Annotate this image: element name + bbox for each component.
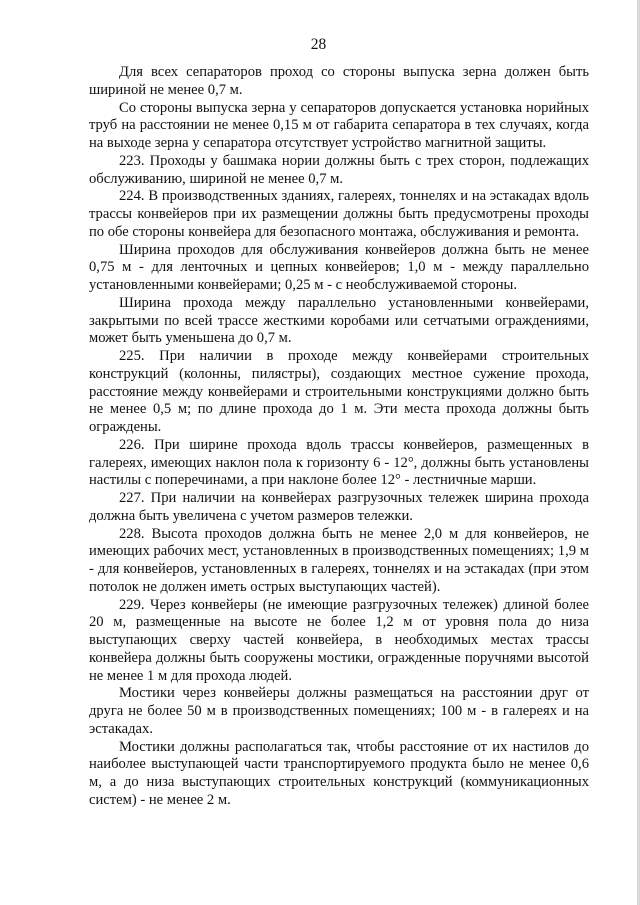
paragraph-clause-229: 229. Через конвейеры (не имеющие разгрузочных тележек) длиной более 20 м, размещенные на высоте не более 1,2 м от уровня пола до низа выступающих сверху частей конвейера, в необходимых местах трассы конвейера должны быть сооружены мостики, огражденные поручнями высотой не менее 1 м для прохода людей. (89, 596, 589, 684)
paragraph: Для всех сепараторов проход со стороны выпуска зерна должен быть шириной не менее 0,7 м. (89, 64, 589, 98)
paragraph-clause-224: 224. В производственных зданиях, галереях, тоннелях и на эстакадах вдоль трассы конвейеров при их размещении должны быть предусмотрены проходы по обе стороны конвейера для безопасного монтажа, обслуживания и ремонта. (89, 188, 589, 240)
paragraph-clause-226: 226. При ширине прохода вдоль трассы конвейеров, размещенных в галереях, имеющих наклон пола к горизонту 6 - 12°, должны быть установлены настилы с поперечинами, а при наклоне более 12° - лестничные марши. (89, 436, 589, 489)
paragraph: Мостики должны располагаться так, чтобы расстояние от их настилов до наиболее выступающей части транспортируемого продукта было не менее 0,6 м, а до низа выступающих строительных конструкций (коммуникационных систем) - не менее 2 м. (89, 738, 589, 808)
document-body (89, 64, 589, 810)
paragraph-clause-227: 227. При наличии на конвейерах разгрузочных тележек ширина прохода должна быть увеличена с учетом размеров тележки. (89, 490, 589, 524)
paragraph-clause-225: 225. При наличии в проходе между конвейерами строительных конструкций (колонны, пилястры), создающих местное сужение прохода, расстояние между конвейерами и строительными конструкциями должно быть не менее 0,5 м; по длине прохода до 1 м. Эти места прохода должны быть ограждены. (89, 348, 589, 435)
paragraph: Ширина прохода между параллельно установленными конвейерами, закрытыми по всей трассе жесткими коробами или сетчатыми ограждениями, может быть уменьшена до 0,7 м. (89, 294, 589, 347)
page-number: 28 (310, 36, 327, 53)
paragraph: Ширина проходов для обслуживания конвейеров должна быть не менее 0,75 м - для ленточных и цепных конвейеров; 1,0 м - между параллельно установленными конвейерами; 0,25 м - с необслуживаемой стороны. (89, 241, 589, 293)
paragraph-clause-223: 223. Проходы у башмака нории должны быть с трех сторон, подлежащих обслуживанию, шириной не менее 0,7 м. (89, 152, 589, 187)
paragraph-clause-228: 228. Высота проходов должна быть не менее 2,0 м для конвейеров, не имеющих рабочих мест, установленных в производственных помещениях; 1,9 м - для конвейеров, установленных в галереях, тоннелях и на эстакадах (при этом потолок не должен иметь острых выступающих частей). (89, 525, 589, 595)
paragraph: Мостики через конвейеры должны размещаться на расстоянии друг от друга не более 50 м в производственных помещениях; 100 м - в галереях и на эстакадах. (89, 685, 589, 737)
paragraph: Со стороны выпуска зерна у сепараторов допускается установка норийных труб на расстоянии не менее 0,15 м от габарита сепаратора в тех случаях, когда на выходе зерна у сепаратора отсутствует устройство магнитной защиты. (89, 99, 589, 151)
